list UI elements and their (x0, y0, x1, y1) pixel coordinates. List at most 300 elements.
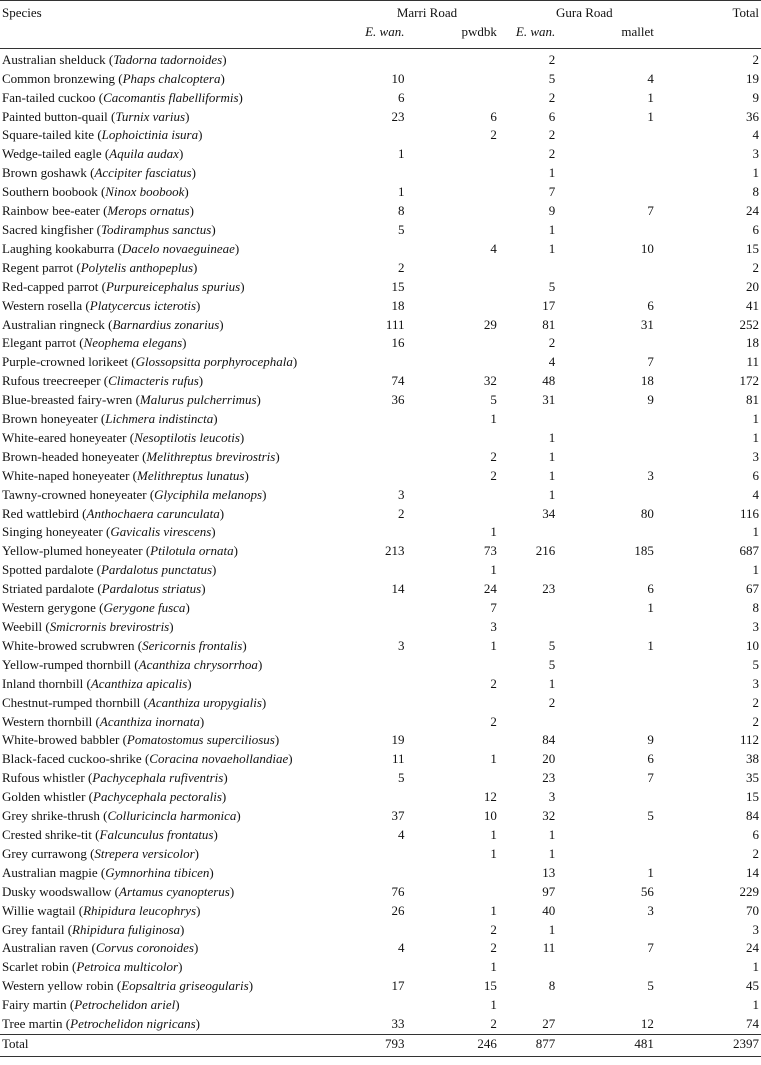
species-scientific-name: Melithreptus lunatus (137, 467, 245, 483)
species-scientific-name: Petroica multicolor (76, 959, 179, 975)
species-cell: Australian shelduck (Tadorna tadornoides) (2, 51, 227, 67)
table-row (0, 316, 761, 335)
species-scientific-name: Lichmera indistincta (105, 411, 214, 427)
count-marri-e-wan: 1 (397, 184, 405, 200)
count-gura-e-wan: 1 (548, 921, 556, 937)
table-row (0, 353, 761, 372)
species-scientific-name: Climacteris rufus (108, 373, 199, 389)
count-gura-e-wan (497, 599, 555, 618)
count-gura-mallet: 4 (647, 70, 654, 86)
count-marri-pwdbk (404, 505, 496, 524)
species-cell: Black-faced cuckoo-shrike (Coracina novaehollandiae) (2, 751, 293, 767)
count-gura-mallet (555, 126, 672, 145)
table-row (0, 864, 761, 883)
table-row (0, 334, 761, 353)
count-total: 3 (752, 619, 759, 634)
count-total: 74 (746, 1016, 759, 1032)
count-gura-mallet: 1 (647, 89, 654, 105)
count-gura-mallet (555, 826, 672, 845)
count-gura-mallet: 7 (647, 203, 654, 219)
species-cell: White-eared honeyeater (Nesoptilotis leucotis) (2, 429, 245, 445)
header-marri-e-wan: E. wan. (357, 23, 404, 48)
count-gura-mallet (555, 486, 672, 505)
count-total: 84 (746, 808, 759, 824)
count-marri-pwdbk: 15 (483, 978, 497, 994)
count-marri-pwdbk: 1 (490, 845, 497, 861)
count-marri-pwdbk: 2 (490, 921, 497, 937)
header-blank (0, 23, 357, 48)
count-marri-e-wan: 26 (391, 902, 405, 918)
count-gura-e-wan: 32 (542, 808, 556, 824)
count-gura-mallet (555, 429, 672, 448)
count-marri-e-wan: 4 (397, 940, 405, 956)
count-marri-pwdbk: 2 (490, 1016, 497, 1032)
count-marri-e-wan (357, 788, 404, 807)
table-row (0, 618, 761, 637)
count-gura-e-wan: 1 (548, 845, 556, 861)
table-body (0, 48, 761, 1056)
count-marri-pwdbk (404, 221, 496, 240)
count-gura-e-wan (497, 713, 555, 732)
count-marri-e-wan: 36 (391, 392, 405, 408)
count-marri-e-wan (357, 240, 404, 259)
table-row (0, 429, 761, 448)
count-marri-pwdbk (404, 353, 496, 372)
species-common-name: Spotted pardalote (2, 562, 94, 578)
species-cell: Blue-breasted fairy-wren (Malurus pulcherrimus) (2, 392, 261, 408)
count-gura-e-wan: 13 (542, 864, 556, 880)
count-total: 1 (752, 562, 759, 578)
species-cell: Striated pardalote (Pardalotus striatus) (2, 581, 206, 597)
table-row (0, 1015, 761, 1034)
species-common-name: Purple-crowned lorikeet (2, 354, 128, 370)
species-cell: Grey currawong (Strepera versicolor) (2, 845, 200, 861)
header-gura-e-wan: E. wan. (497, 23, 555, 48)
count-total: 1 (752, 524, 759, 540)
count-marri-pwdbk (404, 297, 496, 316)
table-row (0, 505, 761, 524)
count-gura-mallet (555, 164, 672, 183)
count-marri-pwdbk (404, 89, 496, 108)
species-common-name: Brown goshawk (2, 165, 87, 181)
table-row (0, 391, 761, 410)
count-total: 252 (739, 316, 759, 332)
count-gura-mallet (555, 788, 672, 807)
count-marri-e-wan (357, 675, 404, 694)
count-marri-e-wan: 19 (391, 732, 405, 748)
count-marri-pwdbk (404, 656, 496, 675)
count-gura-mallet (555, 561, 672, 580)
count-marri-e-wan: 4 (397, 826, 405, 842)
count-gura-e-wan: 81 (542, 316, 556, 332)
count-marri-pwdbk: 73 (483, 543, 497, 559)
species-cell: Purple-crowned lorikeet (Glossopsitta porphyrocephala) (2, 354, 298, 370)
count-gura-e-wan (497, 561, 555, 580)
count-gura-mallet: 56 (640, 883, 654, 899)
species-scientific-name: Pachycephala rufiventris (92, 770, 224, 786)
count-marri-e-wan (357, 618, 404, 637)
table-row (0, 921, 761, 940)
count-gura-e-wan (497, 410, 555, 429)
count-marri-pwdbk: 2 (490, 448, 497, 464)
count-gura-e-wan: 2 (548, 694, 556, 710)
species-cell: Red-capped parrot (Purpureicephalus spurius) (2, 278, 245, 294)
count-marri-e-wan (357, 845, 404, 864)
count-marri-e-wan (357, 164, 404, 183)
count-total: 1 (752, 997, 759, 1013)
count-total: 36 (746, 108, 759, 124)
count-marri-e-wan (357, 523, 404, 542)
count-gura-mallet: 3 (647, 467, 654, 483)
species-cell: Fan-tailed cuckoo (Cacomantis flabelliformis) (2, 89, 243, 105)
count-marri-e-wan (357, 694, 404, 713)
count-total: 4 (752, 486, 759, 502)
species-common-name: Dusky woodswallow (2, 883, 112, 899)
count-gura-e-wan: 216 (535, 543, 556, 559)
count-gura-e-wan: 5 (548, 70, 556, 86)
species-common-name: Chestnut-rumped thornbill (2, 694, 141, 710)
species-scientific-name: Barnardius zonarius (112, 316, 220, 332)
species-common-name: Blue-breasted fairy-wren (2, 392, 133, 408)
species-scientific-name: Colluricincla harmonica (107, 808, 237, 824)
count-marri-pwdbk: 2 (490, 940, 497, 956)
species-scientific-name: Rhipidura fuliginosa (72, 921, 181, 937)
species-cell: Chestnut-rumped thornbill (Acanthiza uropygialis) (2, 694, 267, 710)
species-cell: Willie wagtail (Rhipidura leucophrys) (2, 902, 201, 918)
table-row (0, 108, 761, 127)
count-gura-mallet: 6 (647, 297, 654, 313)
count-marri-e-wan (357, 467, 404, 486)
species-cell: Rainbow bee-eater (Merops ornatus) (2, 203, 194, 219)
table-row (0, 164, 761, 183)
count-marri-e-wan: 17 (391, 978, 405, 994)
species-cell: Singing honeyeater (Gavicalis virescens) (2, 524, 216, 540)
count-gura-e-wan: 1 (548, 240, 556, 256)
table-row (0, 675, 761, 694)
table-row (0, 202, 761, 221)
species-cell: Regent parrot (Polytelis anthopeplus) (2, 259, 198, 275)
count-marri-e-wan (357, 996, 404, 1015)
table-row (0, 70, 761, 89)
count-gura-mallet (555, 259, 672, 278)
count-gura-mallet: 5 (647, 978, 654, 994)
count-marri-e-wan: 2 (397, 505, 405, 521)
count-marri-pwdbk: 6 (490, 108, 497, 124)
count-marri-e-wan: 14 (391, 581, 405, 597)
species-scientific-name: Neophema elegans (83, 335, 183, 351)
species-common-name: Crested shrike-tit (2, 826, 92, 842)
count-total: 2 (752, 713, 759, 729)
count-marri-pwdbk: 2 (490, 467, 497, 483)
species-common-name: Willie wagtail (2, 902, 76, 918)
count-total: 35 (746, 770, 759, 786)
count-marri-e-wan (357, 656, 404, 675)
species-scientific-name: Acanthiza apicalis (90, 675, 188, 691)
species-scientific-name: Falcunculus frontatus (99, 826, 214, 842)
species-cell: White-naped honeyeater (Melithreptus lunatus) (2, 467, 249, 483)
table-row (0, 958, 761, 977)
count-marri-e-wan: 5 (397, 221, 405, 237)
species-cell: Red wattlebird (Anthochaera carunculata) (2, 505, 225, 521)
count-gura-e-wan: 1 (548, 448, 556, 464)
species-common-name: Red-capped parrot (2, 278, 99, 294)
species-common-name: Western rosella (2, 297, 83, 313)
species-common-name: Sacred kingfisher (2, 221, 94, 237)
count-marri-pwdbk: 1 (490, 562, 497, 578)
count-total: 5 (752, 656, 759, 672)
count-marri-pwdbk (404, 731, 496, 750)
count-gura-e-wan: 27 (542, 1016, 556, 1032)
count-marri-pwdbk: 1 (490, 411, 497, 427)
table-row (0, 580, 761, 599)
species-cell: White-browed scrubwren (Sericornis frontalis) (2, 637, 247, 653)
header-total: Total (672, 1, 761, 23)
count-gura-mallet: 1 (647, 637, 654, 653)
species-cell: Elegant parrot (Neophema elegans) (2, 335, 187, 351)
count-gura-e-wan (497, 958, 555, 977)
count-marri-e-wan: 1 (397, 146, 405, 162)
count-gura-e-wan: 5 (548, 637, 556, 653)
count-total: 2 (752, 259, 759, 275)
species-cell: Brown honeyeater (Lichmera indistincta) (2, 411, 218, 427)
species-scientific-name: Tadorna tadornoides (113, 51, 223, 67)
count-marri-e-wan: 213 (384, 543, 405, 559)
species-scientific-name: Gavicalis virescens (110, 524, 212, 540)
table-row (0, 939, 761, 958)
count-gura-e-wan: 3 (548, 789, 556, 805)
species-common-name: Elegant parrot (2, 335, 76, 351)
count-total: 6 (752, 467, 759, 483)
count-gura-mallet: 185 (634, 543, 654, 559)
count-gura-mallet (555, 183, 672, 202)
count-marri-e-wan (357, 429, 404, 448)
count-marri-pwdbk: 7 (490, 600, 497, 616)
count-total: 687 (739, 543, 759, 559)
count-marri-pwdbk (404, 164, 496, 183)
species-scientific-name: Malurus pulcherrimus (139, 392, 257, 408)
count-gura-e-wan: 9 (548, 203, 556, 219)
count-gura-e-wan: 40 (542, 902, 556, 918)
species-common-name: Southern boobook (2, 184, 98, 200)
count-gura-e-wan: 8 (548, 978, 556, 994)
count-total: 24 (746, 940, 759, 956)
count-gura-mallet: 7 (647, 940, 654, 956)
species-cell: Western gerygone (Gerygone fusca) (2, 600, 190, 616)
count-gura-e-wan: 1 (548, 429, 556, 445)
species-cell: Australian ringneck (Barnardius zonarius) (2, 316, 224, 332)
species-common-name: Black-faced cuckoo-shrike (2, 751, 142, 767)
count-gura-mallet (555, 448, 672, 467)
count-gura-e-wan: 1 (548, 221, 556, 237)
table-row (0, 656, 761, 675)
count-marri-e-wan (357, 410, 404, 429)
table-row (0, 769, 761, 788)
count-gura-mallet (555, 694, 672, 713)
count-marri-e-wan: 15 (391, 278, 405, 294)
count-gura-e-wan: 1 (548, 486, 556, 502)
count-total: 8 (752, 184, 759, 200)
count-gura-e-wan: 2 (548, 127, 556, 143)
species-common-name: Golden whistler (2, 789, 86, 805)
count-gura-mallet: 6 (647, 751, 654, 767)
species-common-name: Scarlet robin (2, 959, 69, 975)
count-gura-e-wan (497, 996, 555, 1015)
species-common-name: Western yellow robin (2, 978, 114, 994)
header-gura-mallet: mallet (555, 23, 672, 48)
count-total: 9 (752, 89, 759, 105)
table-row (0, 977, 761, 996)
species-cell: Weebill (Smicrornis brevirostris) (2, 619, 174, 634)
species-scientific-name: Smicrornis brevirostris (49, 619, 170, 634)
count-total: 67 (746, 581, 759, 597)
species-cell: Brown-headed honeyeater (Melithreptus brevirostris) (2, 448, 280, 464)
species-common-name: White-eared honeyeater (2, 429, 127, 445)
count-marri-pwdbk (404, 145, 496, 164)
table-row (0, 89, 761, 108)
species-common-name: Rainbow bee-eater (2, 203, 100, 219)
species-common-name: Western thornbill (2, 713, 93, 729)
count-total: 15 (746, 240, 759, 256)
count-marri-pwdbk (404, 883, 496, 902)
count-marri-pwdbk (404, 769, 496, 788)
count-total: 18 (746, 335, 759, 351)
count-marri-e-wan: 8 (397, 203, 405, 219)
count-gura-mallet: 31 (640, 316, 654, 332)
total-gura-e-wan: 877 (497, 1034, 555, 1056)
table-row (0, 694, 761, 713)
count-marri-e-wan (357, 353, 404, 372)
count-marri-pwdbk (404, 259, 496, 278)
table-row (0, 599, 761, 618)
count-total: 15 (746, 789, 759, 805)
table-row (0, 297, 761, 316)
species-cell: Dusky woodswallow (Artamus cyanopterus) (2, 883, 235, 899)
count-gura-mallet: 7 (647, 770, 654, 786)
table-row (0, 807, 761, 826)
count-marri-e-wan (357, 48, 404, 69)
count-total: 229 (739, 883, 759, 899)
species-scientific-name: Petrochelidon ariel (74, 997, 176, 1013)
species-cell: Sacred kingfisher (Todiramphus sanctus) (2, 221, 216, 237)
species-scientific-name: Eopsaltria griseogularis (121, 978, 249, 994)
table-row (0, 448, 761, 467)
species-cell: Fairy martin (Petrochelidon ariel) (2, 997, 180, 1013)
count-marri-pwdbk (404, 334, 496, 353)
count-gura-mallet: 80 (640, 505, 654, 521)
count-marri-e-wan: 33 (391, 1016, 405, 1032)
table-row (0, 845, 761, 864)
header-marri-pwdbk: pwdbk (404, 23, 496, 48)
species-cell: Western yellow robin (Eopsaltria griseogularis) (2, 978, 254, 994)
count-marri-e-wan: 3 (397, 637, 405, 653)
count-gura-mallet: 18 (640, 373, 654, 389)
count-marri-e-wan (357, 958, 404, 977)
header-row-subgroups (0, 23, 761, 48)
count-total: 1 (752, 411, 759, 427)
count-marri-pwdbk: 1 (490, 826, 497, 842)
species-cell: Yellow-plumed honeyeater (Ptilotula ornata) (2, 543, 238, 559)
species-cell: Rufous treecreeper (Climacteris rufus) (2, 373, 204, 389)
species-common-name: Tree martin (2, 1016, 63, 1032)
count-gura-mallet (555, 656, 672, 675)
species-scientific-name: Pardalotus punctatus (100, 562, 213, 578)
table-row (0, 145, 761, 164)
count-marri-e-wan (357, 921, 404, 940)
count-gura-mallet: 3 (647, 902, 654, 918)
species-cell: Tawny-crowned honeyeater (Glyciphila melanops) (2, 486, 267, 502)
count-marri-e-wan: 37 (391, 808, 405, 824)
species-common-name: Rufous whistler (2, 770, 85, 786)
count-marri-pwdbk: 32 (483, 373, 497, 389)
species-cell: Australian magpie (Gymnorhina tibicen) (2, 864, 214, 880)
count-marri-e-wan (357, 713, 404, 732)
species-scientific-name: Ptilotula ornata (150, 543, 234, 559)
count-gura-mallet (555, 713, 672, 732)
species-scientific-name: Nesoptilotis leucotis (134, 429, 240, 445)
species-cell: Brown goshawk (Accipiter fasciatus) (2, 165, 196, 181)
count-marri-e-wan: 23 (391, 108, 405, 124)
count-marri-pwdbk: 2 (490, 713, 497, 729)
table-row (0, 467, 761, 486)
count-total: 14 (746, 864, 759, 880)
count-marri-pwdbk: 12 (483, 789, 497, 805)
species-cell: Rufous whistler (Pachycephala rufiventris) (2, 770, 228, 786)
count-gura-e-wan: 5 (548, 278, 556, 294)
table-row (0, 542, 761, 561)
count-total: 11 (746, 354, 759, 370)
species-cell: Australian raven (Corvus coronoides) (2, 940, 199, 956)
total-total: 2397 (672, 1034, 761, 1056)
count-gura-mallet (555, 410, 672, 429)
species-scientific-name: Glyciphila melanops (154, 486, 263, 502)
count-gura-mallet (555, 675, 672, 694)
species-common-name: Grey currawong (2, 845, 87, 861)
species-common-name: Red wattlebird (2, 505, 79, 521)
count-gura-mallet (555, 278, 672, 297)
species-scientific-name: Acanthiza chrysorrhoa (138, 656, 258, 672)
species-common-name: Brown honeyeater (2, 411, 98, 427)
total-label: Total (0, 1034, 357, 1056)
count-total: 8 (752, 600, 759, 616)
count-gura-mallet (555, 996, 672, 1015)
species-scientific-name: Platycercus icterotis (89, 297, 197, 313)
count-gura-mallet: 9 (647, 392, 654, 408)
count-gura-e-wan (497, 618, 555, 637)
species-common-name: Tawny-crowned honeyeater (2, 486, 147, 502)
species-common-name: Laughing kookaburra (2, 240, 115, 256)
count-marri-pwdbk: 24 (483, 581, 497, 597)
species-scientific-name: Coracina novaehollandiae (149, 751, 289, 767)
count-gura-mallet: 1 (647, 600, 654, 616)
count-marri-pwdbk: 1 (490, 959, 497, 975)
count-marri-e-wan: 5 (397, 770, 405, 786)
count-marri-pwdbk: 1 (490, 637, 497, 653)
count-marri-e-wan (357, 599, 404, 618)
count-gura-mallet: 9 (647, 732, 654, 748)
species-common-name: Common bronzewing (2, 70, 116, 86)
species-scientific-name: Phaps chalcoptera (122, 70, 221, 86)
species-common-name: Fan-tailed cuckoo (2, 89, 96, 105)
count-gura-e-wan: 5 (548, 656, 556, 672)
table-row (0, 372, 761, 391)
species-scientific-name: Petrochelidon nigricans (70, 1016, 196, 1032)
count-gura-mallet (555, 145, 672, 164)
count-gura-mallet (555, 221, 672, 240)
count-marri-e-wan: 74 (391, 373, 405, 389)
species-scientific-name: Gerygone fusca (103, 600, 186, 616)
count-marri-pwdbk: 1 (490, 524, 497, 540)
count-total: 3 (752, 675, 759, 691)
